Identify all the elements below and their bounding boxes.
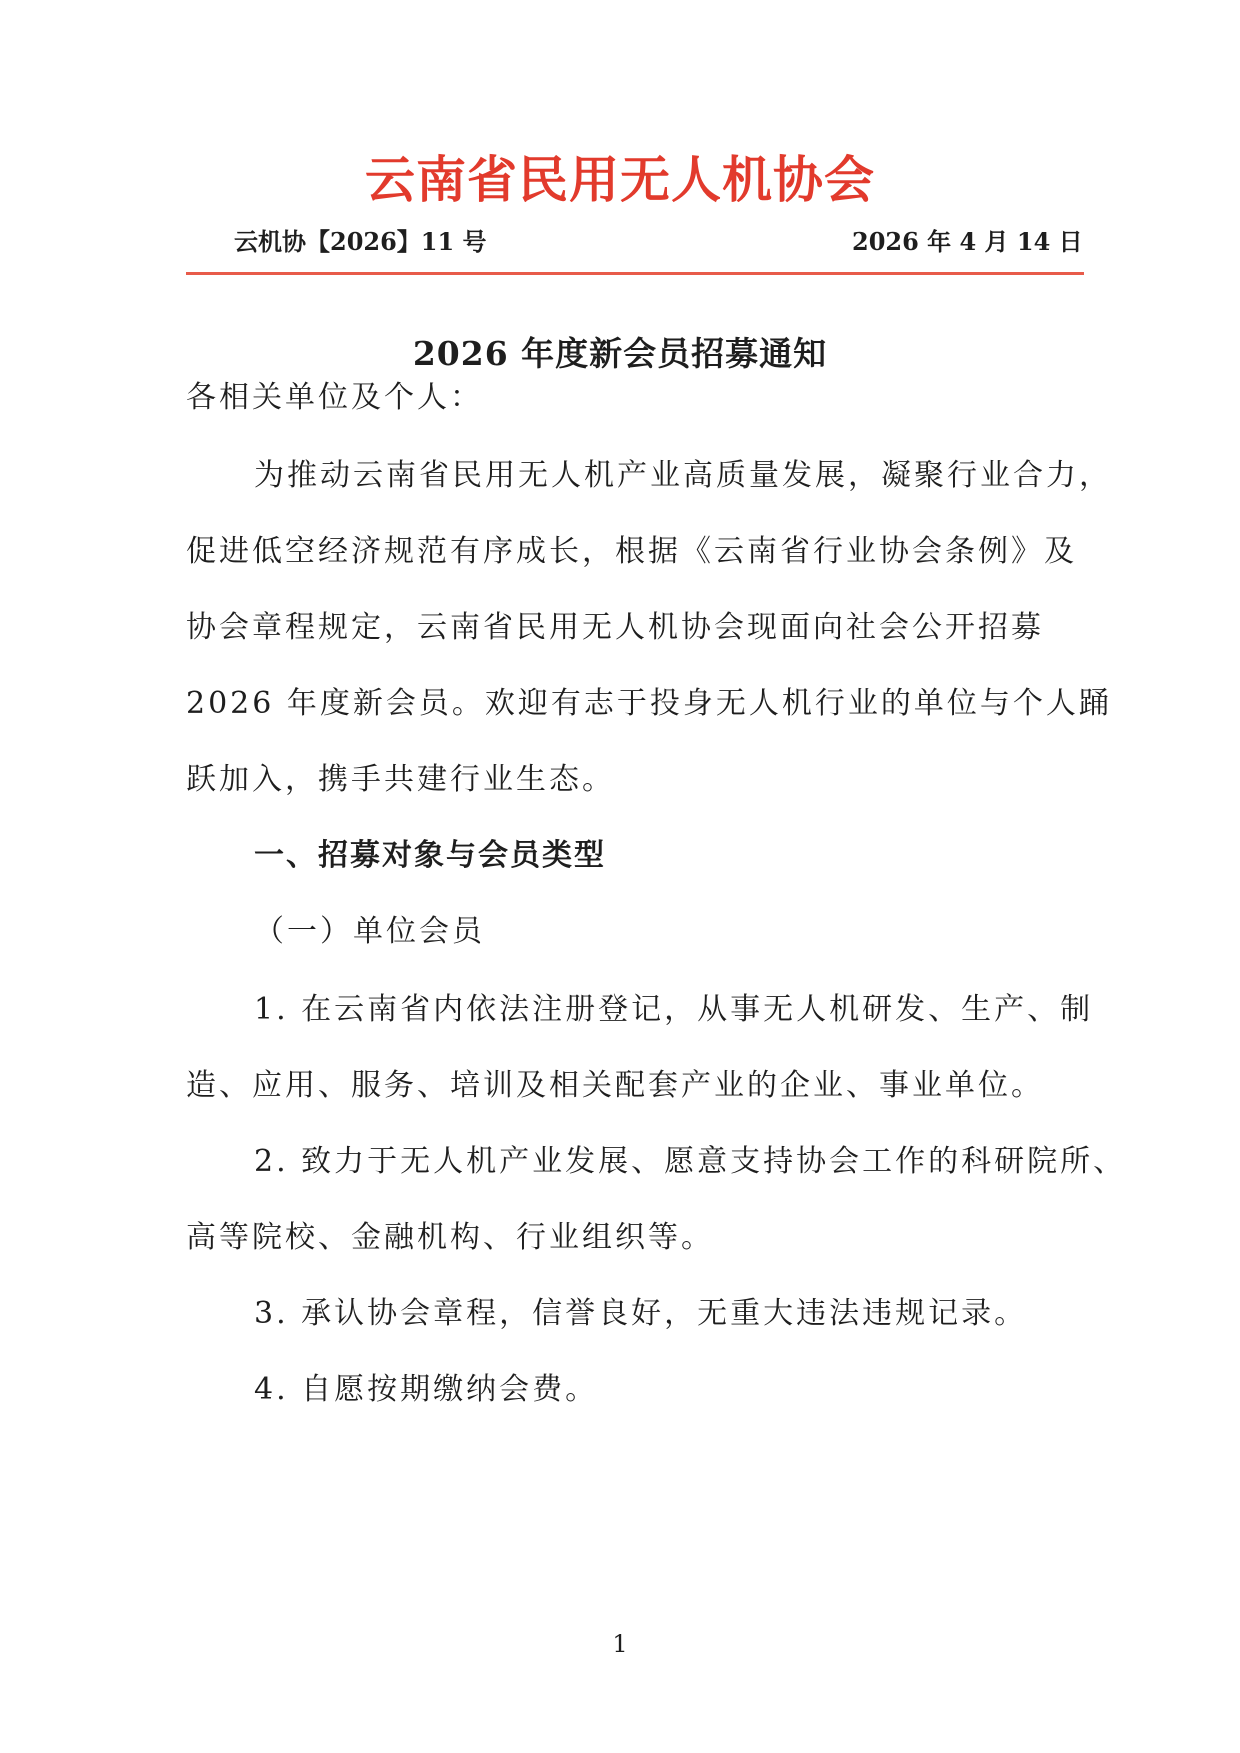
list-item: 高等院校、金融机构、行业组织等。 [186,1220,714,1255]
intro-line: 2026 年度新会员。欢迎有志于投身无人机行业的单位与个人踊 [186,686,1112,721]
notice-title: 2026 年度新会员招募通知 [412,334,828,373]
section-heading: 一、招募对象与会员类型 [254,838,606,873]
list-item: 1. 在云南省内依法注册登记，从事无人机研发、生产、制 [254,992,1094,1027]
doc-number: 云机协【2026】11 号 [234,227,487,256]
salutation: 各相关单位及个人： [186,380,483,415]
org-title: 云南省民用无人机协会 [365,151,875,209]
intro-line: 促进低空经济规范有序成长，根据《云南省行业协会条例》及 [186,534,1077,569]
list-item: 造、应用、服务、培训及相关配套产业的企业、事业单位。 [186,1068,1044,1103]
subsection-heading: （一）单位会员 [254,914,485,949]
intro-line: 为推动云南省民用无人机产业高质量发展，凝聚行业合力， [254,458,1112,493]
header-divider [186,272,1084,275]
doc-date: 2026 年 4 月 14 日 [852,227,1083,256]
list-item: 2. 致力于无人机产业发展、愿意支持协会工作的科研院所、 [254,1144,1127,1179]
list-item: 3. 承认协会章程，信誉良好，无重大违法违规记录。 [254,1296,1028,1331]
list-item: 4. 自愿按期缴纳会费。 [254,1372,599,1407]
intro-line: 跃加入，携手共建行业生态。 [186,762,615,797]
intro-line: 协会章程规定，云南省民用无人机协会现面向社会公开招募 [186,610,1044,645]
page-number: 1 [612,1630,628,1658]
